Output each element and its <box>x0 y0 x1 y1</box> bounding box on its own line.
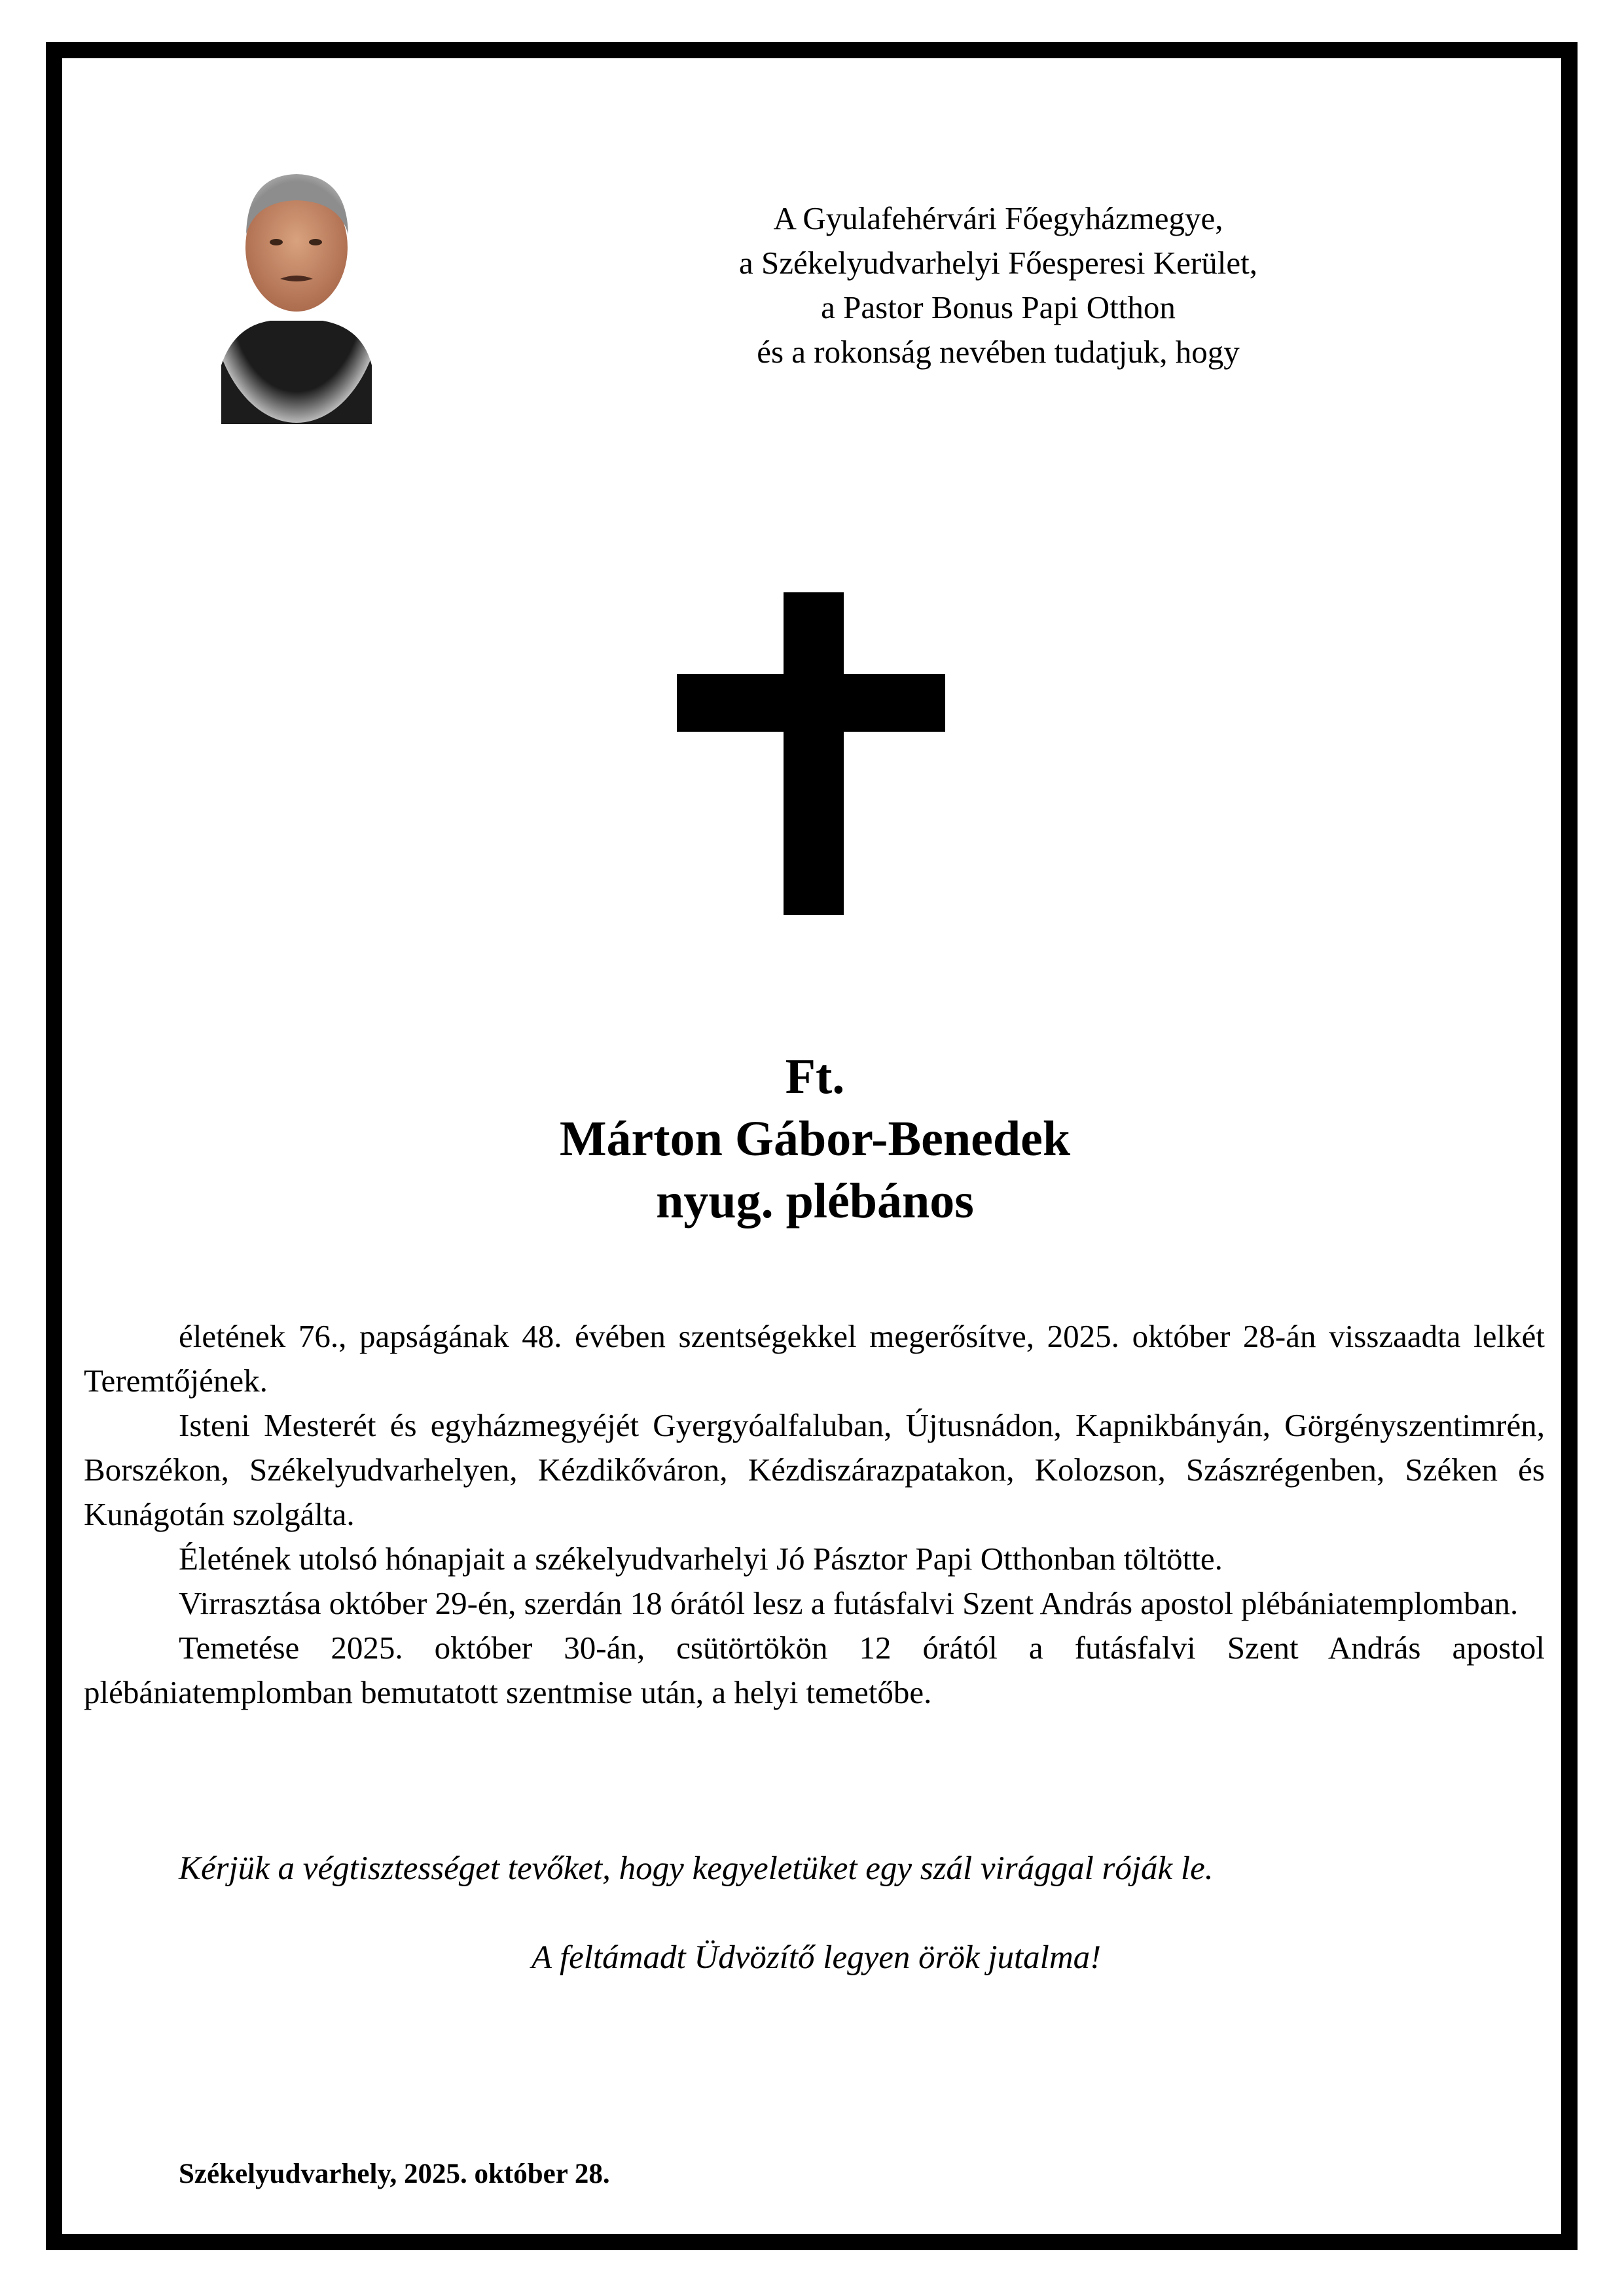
header-line: a Pastor Bonus Papi Otthon <box>821 289 1176 325</box>
paragraph: Virrasztása október 29-én, szerdán 18 órától lesz a futásfalvi Szent András apostol plébániatemplomban. <box>179 1585 1519 1621</box>
deceased-title: Ft. <box>785 1049 845 1104</box>
flower-request: Kérjük a végtisztességet tevőket, hogy kegyeletüket egy szál virággal róják le. <box>179 1850 1214 1887</box>
paragraph: Életének utolsó hónapjait a székelyudvarhelyi Jó Pásztor Papi Otthonban töltötte. <box>179 1541 1223 1577</box>
portrait-photo <box>208 149 385 424</box>
paragraph: Temetése 2025. október 30-án, csütörtökön 12 órától a futásfalvi Szent András apostol plébániatemplomban bemutatott szentmise után, a helyi temetőbe. <box>84 1630 1545 1710</box>
paragraph: Isteni Mesterét és egyházmegyéjét Gyergyóalfaluban, Újtusnádon, Kapnikbányán, Görgényszentimrén, Borszékon, Székelyudvarhelyen, Kézdikőváron, Kézdiszárazpatakon, Kolozson, Szászrégenben, Széken és Kunágotán szolgálta. <box>84 1407 1545 1532</box>
paragraph: életének 76., papságának 48. évében szentségekkel megerősítve, 2025. október 28-án visszaadta lelkét Teremtőjének. <box>84 1318 1545 1399</box>
header-line: és a rokonság nevében tudatjuk, hogy <box>757 334 1240 370</box>
header-line: A Gyulafehérvári Főegyházmegye, <box>773 200 1223 236</box>
obituary-text <box>84 1314 1545 1715</box>
cross-icon <box>677 592 945 915</box>
place-and-date: Székelyudvarhely, 2025. október 28. <box>179 2159 610 2189</box>
announcement-header <box>661 196 1335 374</box>
deceased-name: Márton Gábor-Benedek <box>559 1111 1071 1166</box>
deceased-role: nyug. plébános <box>656 1174 974 1229</box>
deceased-name-block <box>393 1046 1237 1232</box>
blessing: A feltámadt Üdvözítő legyen örök jutalma! <box>532 1939 1102 1976</box>
header-line: a Székelyudvarhelyi Főesperesi Kerület, <box>739 245 1257 281</box>
